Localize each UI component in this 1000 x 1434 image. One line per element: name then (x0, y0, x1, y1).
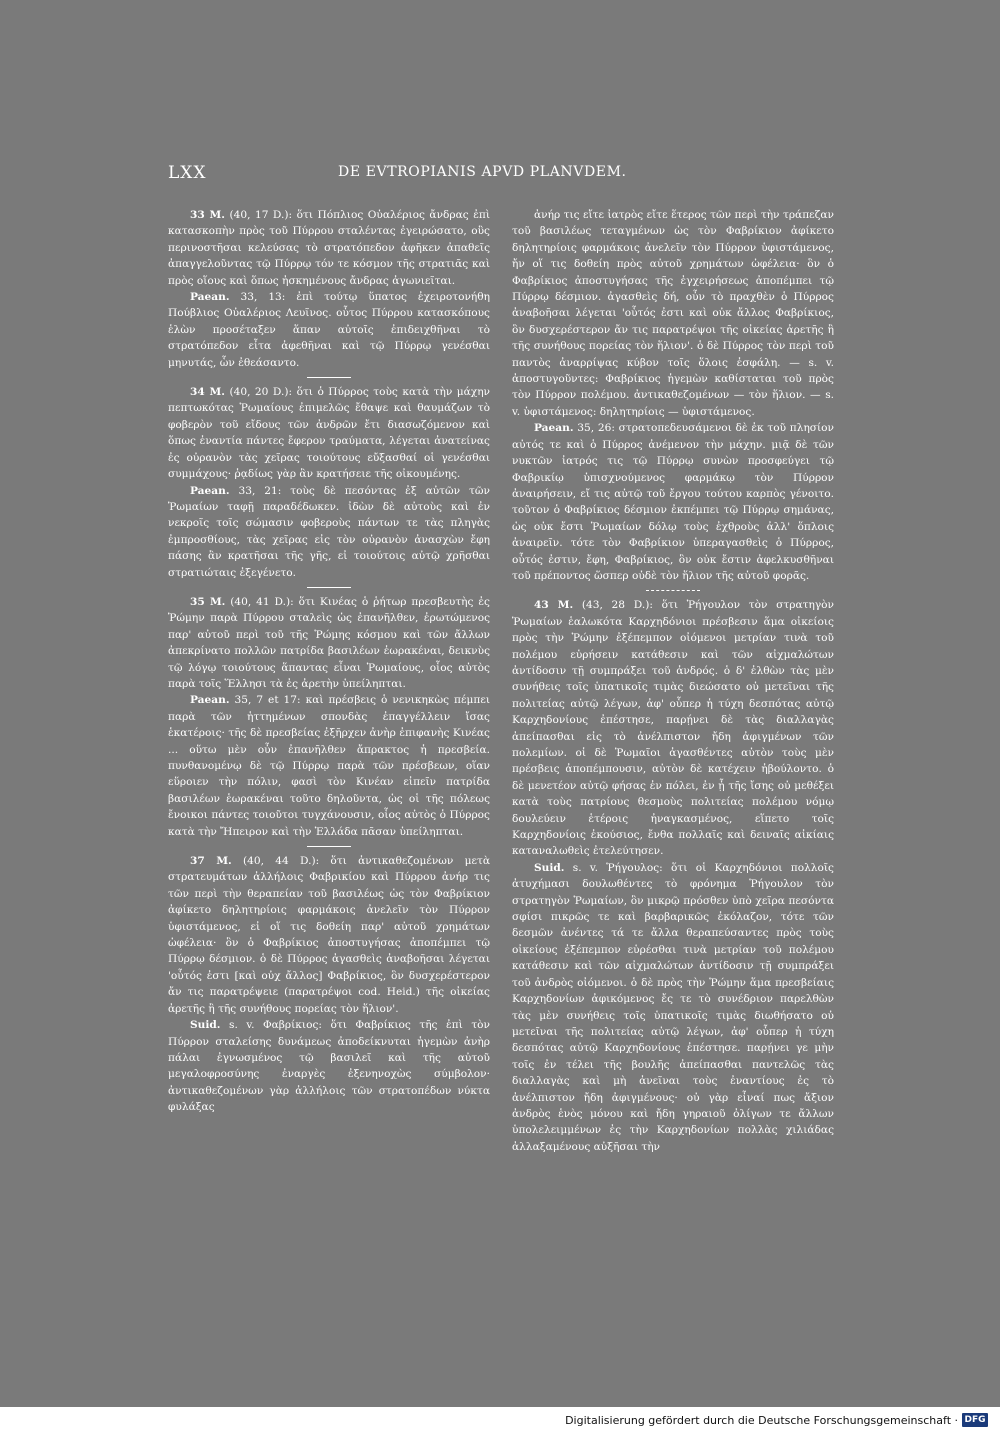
text-paragraph (168, 594, 490, 692)
paragraph-text: (43, 28 D.): ὅτι Ῥήγουλον τὸν στρατηγὸν Ῥωμαίων ἑαλωκότα Καρχηδόνιοι πρέσβεσιν ἅμα οἰκείοις πρὸς τὴν Ῥώμην ἐξέπεμπον οἰόμενοι μετρίαν τινὰ τοῦ πολέμου εὑρήσειν κατάθεσιν καὶ τῶν αἰχμαλώτων ἀντίδοσιν τῇ συμπράξει τοῦ ἀνδρός. ὁ δ' ἐλθὼν τὰς μὲν συνήθεις τοῖς ὑπατικοῖς τιμὰς διεώσατο οὐ μετεῖναι τῆς πολιτείας αὐτῷ λέγων, ἀφ' οὗπερ ἡ τύχη δεσπότας αὐτῷ Καρχηδονίους ἐπέστησε, παρῄνει δὲ τὰς διαλλαγὰς ἀπείπασθαι εἰς τὸ ἀνέλπιστον ἤδη ἀφιγμένων τῶν πολεμίων. οἱ δὲ Ῥωμαῖοι ἀγασθέντες αὐτὸν τοὺς μὲν πρέσβεις ἀποπέμπουσιν, αὐτὸν δὲ κατέχειν ἠβούλοντο. ὁ δὲ μενετέον αὐτῷ φήσας ἐν πόλει, ἐν ᾗ τῆς ἴσης οὐ μεθέξει κατὰ τοὺς πατρίους θεσμοὺς πολιτείας πολέμου νόμῳ δουλεύειν ἑτέροις ἠναγκασμένος, εἵπετο τοῖς Καρχηδονίοις ἐκούσιος, ἔνθα πολλαῖς καὶ δειναῖς αἰκίαις καταναλωθεὶς ἐτελεύτησεν. (512, 599, 834, 858)
paragraph-text: 33, 21: τοὺς δὲ πεσόντας ἐξ αὐτῶν τῶν Ῥωμαίων ταφῇ παραδέδωκεν. ἰδὼν δὲ αὐτοὺς καὶ ἐν νεκροῖς τοῖς σώμασιν φοβεροὺς πάντων τε τὰς πληγὰς ἐμπροσθίους, τὰς χεῖρας εἰς τὸν οὐρανὸν ἀνασχὼν ἔφη πάσης ἂν κρατῆσαι τῆς γῆς, εἰ τοιούτοις αὐτῷ χρῆσθαι στρατιώταις ἐξεγένετο. (168, 484, 490, 579)
source-label: 43 M. (534, 599, 574, 612)
source-label: 37 M. (190, 855, 232, 868)
paragraph-text: 35, 7 et 17: καὶ πρέσβεις ὁ νενικηκὼς πέμπει παρὰ τῶν ἡττημένων σπονδὰς ἐπαγγέλλειν ἴσας ἑκατέροις· τῆς δὲ πρεσβείας ἐξῆρχεν ἀνὴρ ἐπιφανὴς Κινέας ... οὕτω μὲν οὖν ἐπανῆλθεν ἄπρακτος ἡ πρεσβεία. πυνθανομένῳ δὲ τῷ Πύρρῳ παρὰ τῶν πρέσβεων, οἵαν εὕροιεν τὴν πόλιν, φασὶ τὸν Κινέαν εἰπεῖν πατρίδα βασιλέων ἑωρακέναι τοῦτο δηλοῦντα, ὡς οἱ τῆς πόλεως ἔνοικοι πάντες τοιοῦτοι τυγχάνουσιν, οἷος αὐτὸς ὁ Πύρρος κατὰ τὴν Ἤπειρον καὶ τὴν Ἑλλάδα πᾶσαν ὑπείληπται. (168, 694, 490, 838)
footer-bar (0, 1407, 1000, 1434)
source-label: Paean. (190, 484, 230, 497)
text-paragraph (512, 597, 834, 860)
source-label: 33 M. (190, 209, 225, 221)
paragraph-text: (40, 44 D.): ὅτι ἀντικαθεζομένων μετὰ στρατευμάτων ἀλλήλοις Φαβρικίου καὶ Πύρρου ἀνήρ τις τῶν περὶ τὴν θεραπείαν τοῦ βασιλέως ὡς τὸν Φαβρίκιον ἀφίκετο δηλητηρίοις φαρμάκοις ἀνελεῖν τὸν Πύρρον ὑφιστάμενος, εἰ οἵ τις δοθείη παρ' αὐτοῦ χρημάτων ὠφέλεια· ὃν ὁ Φαβρίκιος ἀποστυγήσας ἀποπέμπει τῷ Πύρρῳ δέσμιον. ὁ δὲ Πύρρος ἀγασθεὶς ἀναβοῆσαι λέγεται 'οὗτός ἐστι [καὶ οὐχ ἄλλος] Φαβρίκιος, ὃν δυσχερέστερον ἄν τις παρατρέψειε (παρατρέψοι cod. Heid.) τῆς οἰκείας ἀρετῆς ἢ τῆς συνήθους πορείας τὸν ἥλιον'. (168, 855, 490, 1015)
paragraph-text: 33, 13: ἐπὶ τούτῳ ὕπατος ἐχειροτονήθη Πούβλιος Οὐαλέριος Λευῖνος. οὗτος Πύρρου κατασκόπους ἑλὼν προσέταξεν ἅπαν αὐτοῖς ἐπιδειχθῆναι τὸ στρατόπεδον εἶτα ἀφεθῆναι καὶ τῷ Πύρρῳ γενέσθαι μηνυτάς, ὧν ἐθεάσαντο. (168, 291, 491, 369)
source-label: 35 M. (190, 595, 226, 608)
text-paragraph (168, 692, 490, 840)
section-divider (646, 590, 700, 591)
source-label: Paean. (534, 422, 574, 435)
source-label: Paean. (190, 291, 230, 304)
text-paragraph (168, 207, 490, 289)
source-label: Paean. (190, 694, 230, 707)
paragraph-text: 35, 26: στρατοπεδευσάμενοι δὲ ἐκ τοῦ πλησίον αὐτός τε καὶ ὁ Πύρρος ἀνέμενον τὴν μάχην. μιᾷ δὲ τῶν νυκτῶν ἰατρός τις τῷ Πύρρῳ συνὼν προσφεύγει τῷ Φαβρικίῳ ὑπισχνούμενος φαρμάκῳ τὸν Πύρρον ἀναιρήσειν, εἴ τις αὐτῷ τοῦ ἔργου τούτου καρπὸς γένοιτο. τοῦτον ὁ Φαβρίκιος δέσμιον ἐκπέμπει τῷ Πύρρῳ σημάνας, ὡς οὐκ ἔστι Ῥωμαίων δόλῳ τοὺς ἐχθροὺς ἀλλ' ὅπλοις ἀναιρεῖν. τότε τὸν Φαβρίκιον ὑπεραγασθεὶς ὁ Πύρρος, οὗτός ἐστιν, ἔφη, Φαβρίκιος, ὃν οὐκ ἔστιν ἀφελκυσθῆναι τοῦ πρέποντος ὥσπερ οὐδὲ τὸν ἥλιον τῆς αὐτοῦ φορᾶς. (512, 422, 834, 582)
source-label: Suid. (534, 861, 565, 874)
paragraph-text: s. v. Φαβρίκιος: ὅτι Φαβρίκιος τῆς ἐπὶ τὸν Πύρρον σταλείσης δυνάμεως ἀποδείκνυται ἡγεμὼν ἀνὴρ πάλαι ἐγνωσμένος τῷ βασιλεῖ καὶ τῆς αὐτοῦ μεγαλοφροσύνης ἐναργὲς ἐξενηνοχὼς σύμβολον· ἀντικαθεζομένων γὰρ ἀλλήλοις τῶν στρατοπέδων νύκτα φυλάξας (168, 1019, 490, 1114)
paragraph-text: ἀνήρ τις εἴτε ἰατρὸς εἴτε ἕτερος τῶν περὶ τὴν τράπεζαν τοῦ βασιλέως τεταγμένων ὡς τὸν Φαβρίκιον ἀφίκετο δηλητηρίοις φαρμάκοις ἀνελεῖν τὸν Πύρρον ὑφιστάμενος, ἤν οἵ τις δοθείη πρὸς αὐτοῦ χρημάτων ὠφέλεια· ὃν ὁ Φαβρίκιος ἀποστυγήσας τῆς ἐγχειρήσεως ἀποπέμπει τῷ Πύρρῳ δέσμιον. ἀγασθεὶς δή, οὖν τὸ πραχθὲν ὁ Πύρρος ἀναβοῆσαι λέγεται 'οὗτός ἐστι καὶ οὐκ ἄλλος Φαβρίκιος, ὃν δυσχερέστερον ἄν τις παρατρέψοι τῆς οἰκείας ἀρετῆς ἢ τῆς συνήθους πορείας τὸν ἥλιον'. ὁ δὲ Πύρρος τὸν περὶ τοῦ παντὸς ἀναρρίψας κύβον τοῖς ὅλοις ἐσφάλη. — s. v. ἀποστυγοῦντες: Φαβρίκιος ἡγεμὼν καθίσταται τοῦ πρὸς τὸν Πύρρον πολέμου. ἀντικαθεζομένων — τὸν ἥλιον. — s. v. ὑφιστάμενος: δηλητηρίοις — ὑφιστάμενος. (512, 209, 834, 418)
right-column (512, 207, 834, 1155)
text-paragraph (512, 860, 834, 1155)
text-paragraph (512, 420, 834, 584)
text-paragraph (512, 207, 834, 420)
section-divider (307, 587, 351, 588)
paragraph-text: s. v. Ῥήγουλος: ὅτι οἱ Καρχηδόνιοι πολλοῖς ἀτυχήμασι δουλωθέντες τὸ φρόνημα Ῥήγουλον τὸν στρατηγὸν Ῥωμαίων, ὃν μικρῷ πρόσθεν ὑπὸ χεῖρα πεσόντα σφίσι πικρῶς τε καὶ βαρβαρικῶς ἐκόλαζον, τότε τῶν δεσμῶν ἀνέντες τά τε ἄλλα θεραπεύσαντες πρὸς τοὺς οἰκείους ἐξέπεμπον εὑρέσθαι τινὰ μετρίαν τοῦ πολέμου κατάθεσιν καὶ τῶν αἰχμαλώτων ἀντίδοσιν τῇ συμπράξει τοῦ ἀνδρὸς οἰόμενοι. ὁ δὲ πρὸς τὴν Ῥώμην ἅμα πρεσβείαις Καρχηδονίων ἀφικόμενος ἔς τε τὸ συνέδριον παρελθὼν τὰς μὲν συνήθεις τοῖς ὑπατικοῖς τιμὰς διωθήσατο οὐ μετεῖναι τῆς πολιτείας αὐτῷ λέγων, ἀφ' οὗπερ ἡ τύχη δεσπότας αὐτῷ Καρχηδονίους ἐπέστησε. παρῄνει γε μὴν τοῖς ἐν τέλει τῆς βουλῆς ἀπείπασθαι παντελῶς τὰς διαλλαγὰς καὶ μὴ ἀνεῖναι τοὺς ἐναντίους ἐς τὸ ἀνέλπιστον ἤδη ἀφιγμένους· οὐ γὰρ εἶναί πως ἄξιον ἀνδρὸς ἑνὸς μόνου καὶ ἤδη γηραιοῦ ὀλίγων τε ἄλλων ὑπολελειμμένων ἐς τὴν Καρχηδονίων πολλὰς χιλιάδας ἀλλαξαμένους αὐξῆσαι τὴν (512, 861, 834, 1153)
left-column (168, 207, 490, 1116)
text-paragraph (168, 853, 490, 1017)
section-divider (307, 846, 351, 847)
section-divider (307, 377, 351, 378)
paragraph-text: (40, 41 D.): ὅτι Κινέας ὁ ῥήτωρ πρεσβευτὴς ἐς Ῥώμην παρὰ Πύρρου σταλεὶς ὡς ἐπανῆλθεν, ἐρωτώμενος παρ' αὐτοῦ περὶ τοῦ τῆς Ῥώμης κόσμου καὶ τῶν ἄλλων ἀπεκρίνατο πολλῶν πατρίδα βασιλέων ἑωρακέναι, δεικνὺς τῷ λόγῳ τοιούτους ἅπαντας εἶναι Ῥωμαίους, οἷος αὐτὸς παρὰ τοῖς Ἕλλησι τὰ ἐς ἀρετὴν ὑπείληπται. (168, 595, 490, 690)
paragraph-text: (40, 17 D.): ὅτι Πόπλιος Οὐαλέριος ἄνδρας ἐπὶ κατασκοπὴν πρὸς τοῦ Πύρρου σταλέντας ἐγειρώσατο, οὓς περινοστῆσαι κελεύσας τὸ στρατόπεδον ἀφῆκεν ἀπαθεῖς ἀπαγγελοῦντας τῷ Πύρρῳ τόν τε κόσμον τῆς στρατιᾶς καὶ πρὸς οἵους καὶ ὅπως ἠσκημένους ἄνδρας ἀγωνιεῖται. (168, 209, 490, 287)
text-paragraph (168, 483, 490, 581)
text-paragraph (168, 384, 490, 482)
page-folio: LXX (168, 163, 207, 183)
text-paragraph (168, 289, 490, 371)
page-header (168, 163, 828, 187)
footer-credit: Digitalisierung gefördert durch die Deutsche Forschungsgemeinschaft · (565, 1414, 958, 1427)
text-paragraph (168, 1017, 490, 1115)
running-title: DE EVTROPIANIS APVD PLANVDEM. (338, 164, 627, 180)
dfg-logo-icon: DFG (962, 1413, 988, 1427)
paragraph-text: (40, 20 D.): ὅτι ὁ Πύρρος τοὺς κατὰ τὴν μάχην πεπτωκότας Ῥωμαίους ἐπιμελῶς ἔθαψε καὶ θαυμάζων τὸ φοβερὸν τοῦ εἴδους τῶν ἀνδρῶν ἔτι διασωζόμενον καὶ ὅπως ἐναντία πάντες ἔφερον τραύματα, λέγεται ἀνατείνας ἐς οὐρανὸν τὰς χεῖρας τοιούτους εὔξασθαί οἱ γενέσθαι συμμάχους· ῥᾳδίως γὰρ ἂν κρατήσειε τῆς οἰκουμένης. (168, 386, 490, 481)
source-label: Suid. (190, 1019, 221, 1032)
source-label: 34 M. (190, 386, 225, 399)
